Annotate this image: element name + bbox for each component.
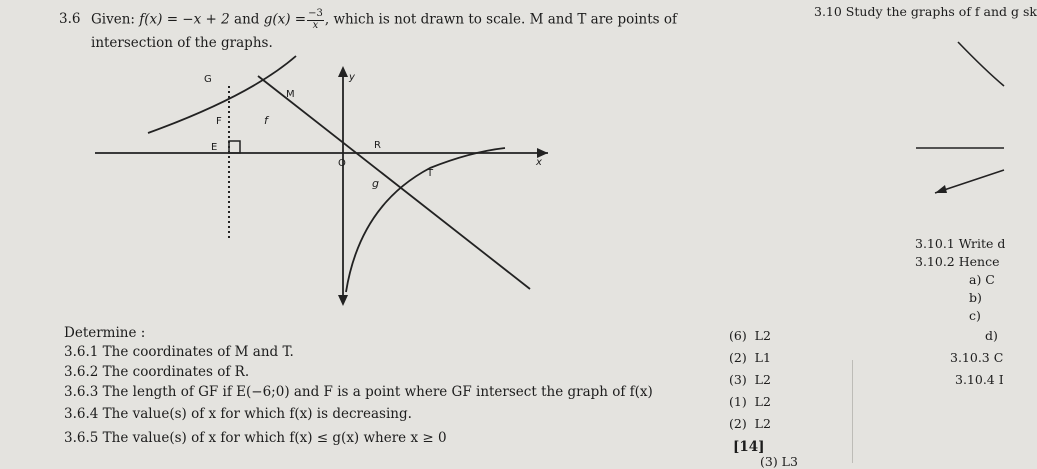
label-y-axis: y xyxy=(349,72,355,83)
question-3-6-2: 3.6.2 The coordinates of R. xyxy=(64,364,250,380)
q310-item-4: 3.10.4 I xyxy=(955,372,1004,387)
marks-3-6-3: (3) L2 xyxy=(729,372,771,387)
partial-curve-top xyxy=(958,42,1004,86)
label-x-axis: x xyxy=(536,157,542,168)
y-axis-arrow-up xyxy=(338,66,348,77)
label-f-curve: f xyxy=(264,114,268,127)
q310-item-b: b) xyxy=(969,290,982,305)
y-axis-arrow-down xyxy=(338,295,348,306)
given-line-2: intersection of the graphs. xyxy=(91,35,273,51)
marks-3-6-5: (2) L2 xyxy=(729,416,771,431)
q310-item-2: 3.10.2 Hence xyxy=(915,254,1000,269)
question-number: 3.6 xyxy=(59,11,81,27)
q310-item-a: a) C xyxy=(969,272,995,287)
partial-line-arrow xyxy=(935,185,947,193)
question-3-6-5: 3.6.5 The value(s) of x for which f(x) ≤ g(x) where x ≥ 0 xyxy=(64,430,447,446)
total-marks: [14] xyxy=(733,439,765,455)
page-divider xyxy=(852,360,853,463)
label-r: R xyxy=(374,140,381,151)
right-angle-marker xyxy=(229,141,240,153)
label-g-point: G xyxy=(204,74,212,85)
label-m: M xyxy=(286,89,295,100)
question-3-6-4: 3.6.4 The value(s) of x for which f(x) is decreasing. xyxy=(64,406,412,422)
q310-item-d: d) xyxy=(985,328,998,343)
marks-3-6-4: (1) L2 xyxy=(729,394,771,409)
q310-item-3: 3.10.3 C xyxy=(950,350,1004,365)
marks-3-6-2: (2) L1 xyxy=(729,350,771,365)
q310-item-c: c) xyxy=(969,308,981,323)
given-suffix: , which is not drawn to scale. M and T are points of xyxy=(324,11,678,28)
marks-3-6-1: (6) L2 xyxy=(729,328,771,343)
hyperbola-g-right xyxy=(346,148,505,292)
partial-bottom-marks: (3) L3 xyxy=(760,454,798,469)
f-definition: f(x) = −x + 2 xyxy=(139,11,230,28)
and-word: and xyxy=(234,11,260,28)
q310-header: 3.10 Study the graphs of f and g sk xyxy=(814,4,1037,19)
determine-label: Determine : xyxy=(64,325,146,341)
question-3-6-3: 3.6.3 The length of GF if E(−6;0) and F is a point where GF intersect the graph of f(x) xyxy=(64,384,653,400)
g-lhs: g(x) = xyxy=(263,11,307,28)
label-t: T xyxy=(427,168,434,179)
given-prefix: Given: xyxy=(91,11,135,28)
label-g-curve: g xyxy=(372,177,379,190)
label-e: E xyxy=(211,142,218,153)
question-3-6-1: 3.6.1 The coordinates of M and T. xyxy=(64,344,294,360)
q310-item-1: 3.10.1 Write d xyxy=(915,236,1006,251)
label-f-point: F xyxy=(216,116,222,127)
g-numerator: −3 xyxy=(308,8,323,19)
hyperbola-g-left xyxy=(148,56,296,133)
label-origin: O xyxy=(338,158,346,169)
g-denominator: x xyxy=(312,19,319,31)
line-f xyxy=(258,76,530,289)
